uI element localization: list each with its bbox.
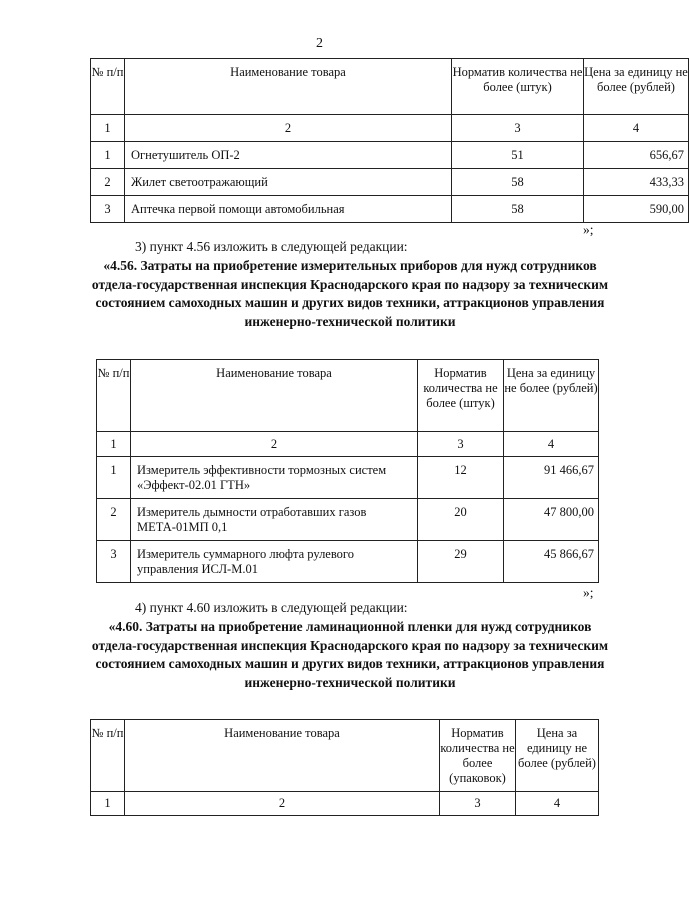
table-3-index-cell: 1 (91, 792, 125, 816)
section-3-intro: 3) пункт 4.56 изложить в следующей редакции: (135, 239, 408, 254)
table-3-header-name: Наименование товара (125, 720, 440, 792)
table-1-index-cell: 1 (91, 115, 125, 142)
table-row (91, 169, 689, 196)
row-name: Жилет светоотражающий (125, 169, 452, 196)
row-name: Измеритель дымности отработавших газов МЕТА-01МП 0,1 (131, 499, 418, 541)
table-row (91, 142, 689, 169)
row-name: Измеритель суммарного люфта рулевого управления ИСЛ-М.01 (131, 541, 418, 583)
table-2-index-cell: 2 (131, 432, 418, 457)
table-row (91, 196, 689, 223)
row-qty: 20 (418, 499, 504, 541)
table-2 (96, 359, 599, 583)
row-qty: 58 (452, 196, 584, 223)
section-3-heading: «4.56. Затраты на приобретение измерительных приборов для нужд сотрудников отдела-государственная инспекция Краснодарского края по надзору за техническим состоянием самоходных машин и других видов техники, аттракционов управления инженерно-технической политики (91, 258, 609, 329)
row-num: 1 (91, 142, 125, 169)
table-3-index-cell: 3 (440, 792, 516, 816)
table-3-index-cell: 2 (125, 792, 440, 816)
row-price: 45 866,67 (504, 541, 599, 583)
row-price: 433,33 (584, 169, 689, 196)
row-qty: 51 (452, 142, 584, 169)
table-1-index-cell: 3 (452, 115, 584, 142)
row-price: 590,00 (584, 196, 689, 223)
row-num: 2 (97, 499, 131, 541)
table-1-index-cell: 4 (584, 115, 689, 142)
table-2-index-cell: 4 (504, 432, 599, 457)
section-4-intro: 4) пункт 4.60 изложить в следующей редакции: (135, 600, 408, 615)
table-2-header-qty: Норматив количества не более (штук) (418, 360, 504, 432)
row-num: 1 (97, 457, 131, 499)
table-2-header-name: Наименование товара (131, 360, 418, 432)
row-num: 3 (97, 541, 131, 583)
row-name: Аптечка первой помощи автомобильная (125, 196, 452, 223)
table-1 (90, 58, 689, 223)
table-2-header-price: Цена за единицу не более (рублей) (504, 360, 599, 432)
table-1-header-price: Цена за единицу не более (рублей) (584, 59, 689, 115)
table-2-index-cell: 3 (418, 432, 504, 457)
row-qty: 58 (452, 169, 584, 196)
table-row (97, 499, 599, 541)
table-1-header-name: Наименование товара (125, 59, 452, 115)
table-3-header-qty: Норматив количества не более (упаковок) (440, 720, 516, 792)
table-2-index-cell: 1 (97, 432, 131, 457)
row-num: 3 (91, 196, 125, 223)
row-price: 47 800,00 (504, 499, 599, 541)
row-qty: 29 (418, 541, 504, 583)
table-2-header-num: № п/п (97, 360, 131, 432)
row-price: 656,67 (584, 142, 689, 169)
page-number: 2 (316, 36, 323, 51)
row-qty: 12 (418, 457, 504, 499)
row-name: Измеритель эффективности тормозных систем «Эффект-02.01 ГТН» (131, 457, 418, 499)
table-1-index-cell: 2 (125, 115, 452, 142)
table-3-header-price: Цена за единицу не более (рублей) (516, 720, 599, 792)
row-num: 2 (91, 169, 125, 196)
table-3 (90, 719, 599, 816)
table-1-closing-quote: »; (583, 222, 594, 237)
table-3-index-cell: 4 (516, 792, 599, 816)
table-1-header-num: № п/п (91, 59, 125, 115)
section-4-heading: «4.60. Затраты на приобретение ламинационной пленки для нужд сотрудников отдела-государственная инспекция Краснодарского края по надзору за техническим состоянием самоходных машин и других видов техники, аттракционов управления инженерно-технической политики (91, 619, 609, 690)
table-3-header-num: № п/п (91, 720, 125, 792)
row-price: 91 466,67 (504, 457, 599, 499)
table-1-header-qty: Норматив количества не более (штук) (452, 59, 584, 115)
row-name: Огнетушитель ОП-2 (125, 142, 452, 169)
table-row (97, 541, 599, 583)
table-2-closing-quote: »; (583, 585, 594, 600)
table-row (97, 457, 599, 499)
